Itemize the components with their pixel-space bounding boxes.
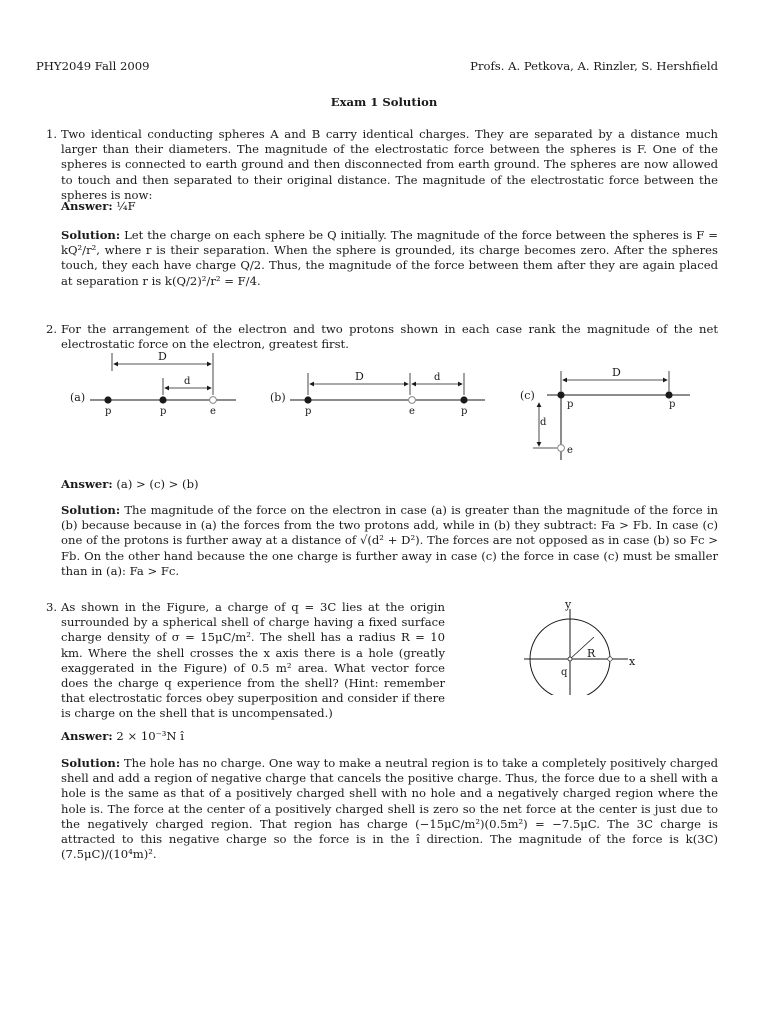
q3-answer-label: Answer: bbox=[61, 729, 113, 743]
q2-b-p1: p bbox=[305, 406, 312, 417]
q2-number: 2. bbox=[46, 322, 58, 336]
q2-answer bbox=[61, 477, 718, 492]
q3-hole bbox=[608, 657, 612, 661]
q2-c-d-label: d bbox=[540, 417, 547, 428]
q1-solution-text: Let the charge on each sphere be Q initially. The magnitude of the force between the spheres is F = kQ²/r², where r is their separation. When the sphere is grounded, its charge becomes zero. After the spheres touch, they each have charge Q/2. Thus, the magnitude of the force between them after they are again placed at separation r is k(Q/2)²/r² = F/4. bbox=[61, 228, 718, 288]
q3-text: As shown in the Figure, a charge of q = 3C lies at the origin surrounded by a spherical shell of charge having a fixed surface charge density of σ = 15μC/m². The shell has a radius R = 10 km. Where the shell crosses the x axis there is a hole (greatly exaggerated in the Figure) of 0.5 m² area. What vector force does the charge q experience from the shell? (Hint: remember that electrostatic forces obey superposition and consider if there is charge on the shell that is uncompensated.) bbox=[61, 600, 445, 721]
q2-c-e: e bbox=[567, 445, 573, 456]
q2-b-e: e bbox=[409, 406, 415, 417]
q2-c-proton-1 bbox=[557, 391, 564, 398]
q2-answer-value: (a) > (c) > (b) bbox=[116, 477, 199, 491]
q1-number: 1. bbox=[46, 127, 58, 141]
q1-solution-label: Solution: bbox=[61, 228, 121, 242]
q2-a-proton-2 bbox=[159, 396, 166, 403]
q3-q-label: q bbox=[561, 667, 568, 678]
q1-answer-value: ¼F bbox=[116, 199, 136, 213]
q3-solution bbox=[61, 756, 718, 862]
q1-solution bbox=[61, 228, 718, 289]
q2-text: For the arrangement of the electron and two protons shown in each case rank the magnitude of the net electrostatic force on the electron, greatest first. bbox=[61, 322, 718, 352]
q2-figure bbox=[0, 345, 768, 460]
q2-b-d-label: d bbox=[434, 372, 441, 383]
q2-figure-b bbox=[270, 370, 485, 417]
q1-text: Two identical conducting spheres A and B carry identical charges. They are separated by a distance much larger than their diameters. The magnitude of the electrostatic force between the spheres is F. One of the spheres is connected to earth ground and then disconnected from earth ground. The spheres are now allowed to touch and then separated to their original distance. The magnitude of the electrostatic force between the spheres is now: bbox=[61, 127, 718, 202]
q2-a-electron bbox=[210, 397, 217, 404]
document-title: Exam 1 Solution bbox=[330, 95, 438, 109]
q2-b-proton-2 bbox=[460, 396, 467, 403]
q3-solution-text: The hole has no charge. One way to make a neutral region is to take a completely positively charged shell and add a region of negative charge that cancels the positive charge. Thus, the force due to a shell with a hole is the same as that of a positively charged shell with no hole and a negatively charged region where the hole is. The force at the center of a positively charged shell is zero so the net force at the center is just due to the negatively charged region. That region has charge (−15μC/m²)(0.5m²) = −7.5μC. The 3C charge is attracted to this negative charge so the force is in the î direction. The magnitude of the force is k(3C)(7.5μC)/(10⁴m)². bbox=[61, 756, 719, 862]
q2-a-e: e bbox=[210, 406, 216, 417]
q3-x-label: x bbox=[629, 655, 636, 668]
course-header: PHY2049 Fall 2009 bbox=[36, 59, 150, 73]
q2-c-electron bbox=[558, 445, 565, 452]
q2-solution-label: Solution: bbox=[61, 503, 121, 517]
q2-b-p2: p bbox=[461, 406, 468, 417]
q2-c-proton-2 bbox=[665, 391, 672, 398]
q3-R-label: R bbox=[587, 647, 596, 660]
q2-c-label: (c) bbox=[520, 389, 535, 402]
q2-solution-text: The magnitude of the force on the electron in case (a) is greater than the magnitude of the force in (b) because because in (a) the forces from the two protons add, while in (b) they subtract: Fa > Fb. In case (c) one of the protons is further away at a distance of √(d² + D²). The forces are not opposed as in case (b) so Fc > Fb. On the other hand because the one charge is further away in case (c) the force in case (c) must be smaller than in (a): Fa > Fc. bbox=[61, 503, 719, 578]
q1-answer bbox=[61, 199, 718, 214]
q2-c-D-label: D bbox=[612, 366, 621, 379]
q3-charge bbox=[568, 657, 572, 661]
q2-a-p2: p bbox=[160, 406, 167, 417]
q2-a-p1: p bbox=[105, 406, 112, 417]
q2-a-label: (a) bbox=[70, 391, 86, 404]
q1-answer-label: Answer: bbox=[61, 199, 113, 213]
q2-a-d-label: d bbox=[184, 376, 191, 387]
q3-number: 3. bbox=[46, 600, 58, 614]
q2-a-D-label: D bbox=[158, 350, 167, 363]
q2-b-D-label: D bbox=[355, 370, 364, 383]
q2-b-electron bbox=[409, 397, 416, 404]
q2-a-proton-1 bbox=[104, 396, 111, 403]
q3-solution-label: Solution: bbox=[61, 756, 121, 770]
q3-answer bbox=[61, 729, 718, 744]
q3-y-label: y bbox=[565, 598, 572, 611]
q2-figure-a bbox=[70, 350, 236, 417]
q2-answer-label: Answer: bbox=[61, 477, 113, 491]
q2-solution bbox=[61, 503, 718, 579]
q2-b-label: (b) bbox=[270, 391, 286, 404]
q2-figure-c bbox=[520, 366, 690, 460]
professors-header: Profs. A. Petkova, A. Rinzler, S. Hershfield bbox=[470, 59, 718, 73]
q3-answer-value: 2 × 10⁻³N î bbox=[116, 729, 184, 743]
q2-c-p2: p bbox=[669, 399, 676, 410]
q2-c-p1: p bbox=[567, 399, 574, 410]
q2-b-proton-1 bbox=[304, 396, 311, 403]
q3-figure bbox=[516, 595, 666, 695]
